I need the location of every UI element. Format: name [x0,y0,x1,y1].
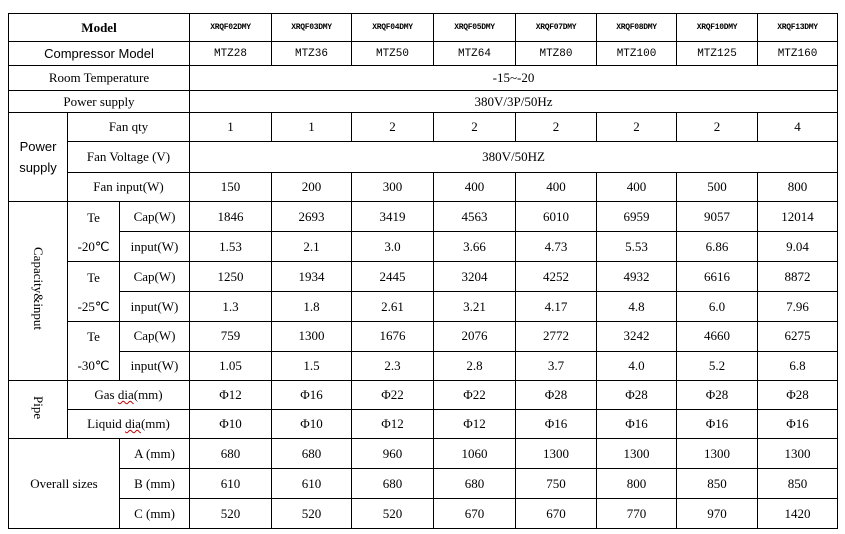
te-label [68,202,120,262]
input-value: 2.61 [352,292,434,322]
cap-value: 9057 [677,202,758,232]
model-name: XRQF02DMY [190,14,272,42]
fan-voltage-row [9,142,838,173]
fan-qty-value: 1 [190,113,272,142]
size-label: A (mm) [120,439,190,469]
te-line1: Te [87,329,100,344]
gas-dia-value: Φ28 [758,381,838,410]
input-label: input(W) [120,292,190,322]
cap-value: 6275 [758,322,838,352]
model-header-row [9,14,838,42]
te-label [68,262,120,322]
fan-qty-value: 2 [677,113,758,142]
gas-label-c: (mm) [133,387,163,402]
cap-value: 1300 [272,322,352,352]
input-value: 1.3 [190,292,272,322]
compressor-value: MTZ36 [272,42,352,66]
fan-qty-value: 2 [597,113,677,142]
size-value: 1300 [516,439,597,469]
input-value: 4.73 [516,232,597,262]
fan-qty-value: 1 [272,113,352,142]
fan-input-row [9,173,838,202]
fan-input-value: 150 [190,173,272,202]
overall-sizes-label: Overall sizes [9,439,120,529]
input-row [9,351,838,381]
model-name: XRQF03DMY [272,14,352,42]
size-value: 960 [352,439,434,469]
power-supply-label: Power supply [9,91,190,113]
te-line1: Te [87,209,100,225]
room-temperature-value: -15~-20 [190,66,838,91]
cap-label: Cap(W) [120,322,190,352]
liquid-label-b: dia [125,416,141,431]
power-supply-value: 380V/3P/50Hz [190,91,838,113]
input-value: 1.8 [272,292,352,322]
cap-label: Cap(W) [120,202,190,232]
liquid-dia-label [68,410,190,439]
size-value: 670 [516,499,597,529]
fan-qty-value: 2 [516,113,597,142]
te-label [68,322,120,381]
size-value: 1300 [677,439,758,469]
size-value: 850 [758,469,838,499]
cap-value: 6959 [597,202,677,232]
model-name: XRQF13DMY [758,14,838,42]
cap-value: 2445 [352,262,434,292]
fan-voltage-label: Fan Voltage (V) [68,142,190,173]
room-temperature-label: Room Temperature [9,66,190,91]
input-value: 3.0 [352,232,434,262]
liquid-dia-value: Φ12 [352,410,434,439]
fan-group-label: Power supply [9,113,68,202]
cap-value: 1676 [352,322,434,352]
model-name: XRQF07DMY [516,14,597,42]
fan-input-value: 200 [272,173,352,202]
liquid-label-c: (mm) [140,416,170,431]
compressor-value: MTZ64 [434,42,516,66]
fan-qty-label: Fan qty [68,113,190,142]
size-value: 680 [352,469,434,499]
fan-input-value: 300 [352,173,434,202]
size-value: 850 [677,469,758,499]
fan-qty-value: 2 [352,113,434,142]
compressor-value: MTZ50 [352,42,434,66]
size-value: 520 [272,499,352,529]
cap-value: 6616 [677,262,758,292]
size-value: 1420 [758,499,838,529]
gas-dia-value: Φ22 [434,381,516,410]
liquid-pipe-row [9,410,838,439]
input-value: 4.17 [516,292,597,322]
spec-table [8,13,838,529]
capacity-group-label [9,202,68,381]
input-value: 5.2 [677,351,758,381]
gas-label-b: dia [117,387,134,402]
liquid-dia-value: Φ12 [434,410,516,439]
te-line1: Te [87,269,100,285]
size-value: 520 [352,499,434,529]
te-line2: -25℃ [77,298,110,314]
liquid-dia-value: Φ16 [597,410,677,439]
size-value: 680 [272,439,352,469]
cap-row [9,202,838,232]
pipe-group-text: Pipe [31,395,46,420]
input-row [9,292,838,322]
fan-input-value: 400 [434,173,516,202]
size-value: 520 [190,499,272,529]
cap-value: 1250 [190,262,272,292]
gas-dia-value: Φ16 [272,381,352,410]
size-row [9,499,838,529]
input-row [9,232,838,262]
compressor-label: Compressor Model [9,42,190,66]
gas-label-a: Gas [94,387,118,402]
cap-value: 6010 [516,202,597,232]
size-value: 1300 [758,439,838,469]
te-line2: -30℃ [77,358,110,373]
size-value: 770 [597,499,677,529]
cap-value: 759 [190,322,272,352]
gas-dia-label [68,381,190,410]
gas-dia-value: Φ28 [516,381,597,410]
model-header-label: Model [9,14,190,42]
cap-value: 2076 [434,322,516,352]
liquid-dia-value: Φ16 [677,410,758,439]
fan-input-value: 400 [516,173,597,202]
liquid-dia-value: Φ10 [190,410,272,439]
size-row [9,469,838,499]
size-value: 970 [677,499,758,529]
input-value: 6.8 [758,351,838,381]
input-value: 3.7 [516,351,597,381]
liquid-dia-value: Φ16 [758,410,838,439]
compressor-value: MTZ100 [597,42,677,66]
liquid-label-a: Liquid [87,416,126,431]
cap-value: 12014 [758,202,838,232]
input-value: 4.8 [597,292,677,322]
room-temperature-row [9,66,838,91]
input-value: 9.04 [758,232,838,262]
input-value: 2.1 [272,232,352,262]
gas-dia-value: Φ22 [352,381,434,410]
liquid-dia-value: Φ10 [272,410,352,439]
cap-row [9,322,838,352]
size-value: 680 [190,439,272,469]
cap-value: 2772 [516,322,597,352]
input-value: 2.3 [352,351,434,381]
size-value: 800 [597,469,677,499]
cap-row [9,262,838,292]
input-value: 1.53 [190,232,272,262]
fan-voltage-value: 380V/50HZ [190,142,838,173]
gas-dia-value: Φ28 [597,381,677,410]
size-value: 1300 [597,439,677,469]
fan-qty-row [9,113,838,142]
fan-input-value: 500 [677,173,758,202]
fan-qty-value: 4 [758,113,838,142]
fan-qty-value: 2 [434,113,516,142]
input-label: input(W) [120,232,190,262]
te-line2: -20℃ [77,238,110,254]
size-value: 750 [516,469,597,499]
cap-value: 4252 [516,262,597,292]
input-value: 4.0 [597,351,677,381]
size-label: C (mm) [120,499,190,529]
input-value: 6.0 [677,292,758,322]
input-value: 1.5 [272,351,352,381]
compressor-row [9,42,838,66]
gas-dia-value: Φ28 [677,381,758,410]
power-supply-row [9,91,838,113]
compressor-value: MTZ160 [758,42,838,66]
compressor-value: MTZ125 [677,42,758,66]
compressor-value: MTZ28 [190,42,272,66]
cap-value: 4660 [677,322,758,352]
size-value: 610 [272,469,352,499]
input-value: 7.96 [758,292,838,322]
model-name: XRQF10DMY [677,14,758,42]
size-value: 680 [434,469,516,499]
size-value: 610 [190,469,272,499]
cap-value: 1846 [190,202,272,232]
fan-input-label: Fan input(W) [68,173,190,202]
cap-label: Cap(W) [120,262,190,292]
cap-value: 2693 [272,202,352,232]
input-value: 3.66 [434,232,516,262]
pipe-group-label [9,381,68,439]
gas-pipe-row [9,381,838,410]
cap-value: 3419 [352,202,434,232]
fan-input-value: 800 [758,173,838,202]
liquid-dia-value: Φ16 [516,410,597,439]
model-name: XRQF04DMY [352,14,434,42]
model-name: XRQF05DMY [434,14,516,42]
compressor-value: MTZ80 [516,42,597,66]
input-value: 1.05 [190,351,272,381]
size-row [9,439,838,469]
cap-value: 3242 [597,322,677,352]
size-label: B (mm) [120,469,190,499]
model-name: XRQF08DMY [597,14,677,42]
input-value: 5.53 [597,232,677,262]
cap-value: 8872 [758,262,838,292]
cap-value: 1934 [272,262,352,292]
input-value: 3.21 [434,292,516,322]
cap-value: 4932 [597,262,677,292]
size-value: 670 [434,499,516,529]
input-value: 2.8 [434,351,516,381]
input-value: 6.86 [677,232,758,262]
cap-value: 4563 [434,202,516,232]
gas-dia-value: Φ12 [190,381,272,410]
input-label: input(W) [120,351,190,381]
cap-value: 3204 [434,262,516,292]
size-value: 1060 [434,439,516,469]
fan-input-value: 400 [597,173,677,202]
capacity-group-text: Capacity&input [31,247,46,331]
